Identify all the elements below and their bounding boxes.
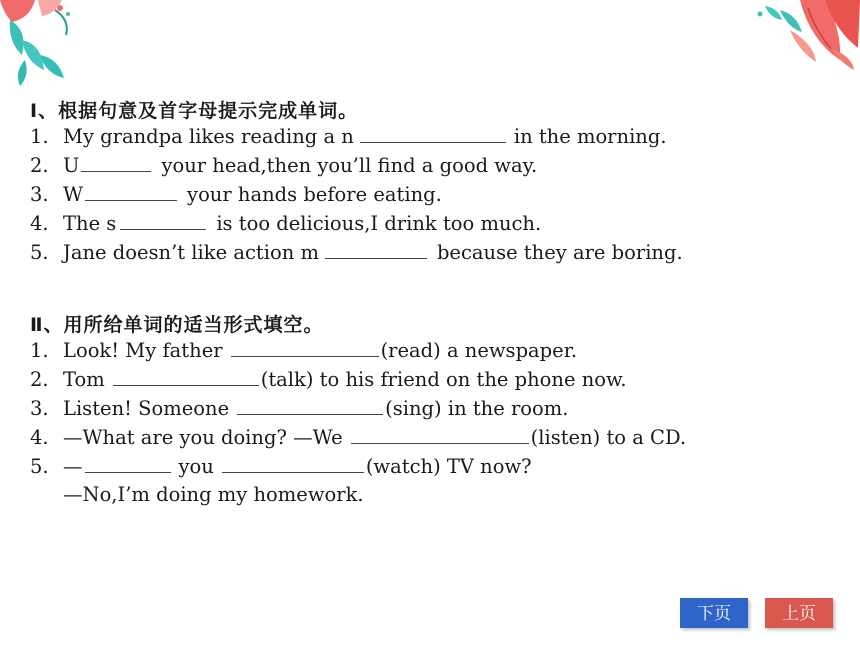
answer-blank[interactable]	[351, 425, 529, 444]
exercise-1-item-2: 2. U your head,then you’ll find a good way.	[30, 154, 538, 177]
exercise-2-item-5: 5. — you (watch) TV now?	[30, 455, 532, 478]
next-page-button[interactable]: 下页	[680, 598, 748, 628]
exercise-1-item-4: 4. The s is too delicious,I drink too much.	[30, 212, 542, 235]
section-1-title: Ⅰ、根据句意及首字母提示完成单词。	[30, 100, 359, 122]
exercise-2-item-1: 1. Look! My father (read) a newspaper.	[30, 339, 578, 362]
exercise-1-item-1: 1. My grandpa likes reading a n in the morning.	[30, 125, 667, 148]
answer-blank[interactable]	[222, 454, 364, 473]
answer-blank[interactable]	[81, 153, 151, 172]
flower-decoration-icon	[730, 0, 860, 72]
exercise-2-item-3: 3. Listen! Someone (sing) in the room.	[30, 397, 569, 420]
answer-blank[interactable]	[231, 338, 379, 357]
answer-blank[interactable]	[85, 454, 171, 473]
exercise-1-item-3: 3. W your hands before eating.	[30, 183, 442, 206]
leaf-decoration-icon	[0, 0, 110, 90]
previous-page-button[interactable]: 上页	[765, 598, 833, 628]
exercise-1-item-5: 5. Jane doesn’t like action m because they are boring.	[30, 241, 683, 264]
answer-blank[interactable]	[237, 396, 383, 415]
answer-blank[interactable]	[113, 367, 259, 386]
answer-blank[interactable]	[85, 182, 177, 201]
answer-blank[interactable]	[360, 124, 506, 143]
exercise-2-item-2: 2. Tom (talk) to his friend on the phone now.	[30, 368, 627, 391]
exercise-2-item-4: 4. —What are you doing? —We (listen) to a CD.	[30, 426, 687, 449]
answer-blank[interactable]	[120, 211, 206, 230]
answer-blank[interactable]	[325, 240, 427, 259]
exercise-2-answer-line: —No,I’m doing my homework.	[63, 483, 364, 506]
section-2-title: Ⅱ、用所给单词的适当形式填空。	[30, 314, 324, 336]
